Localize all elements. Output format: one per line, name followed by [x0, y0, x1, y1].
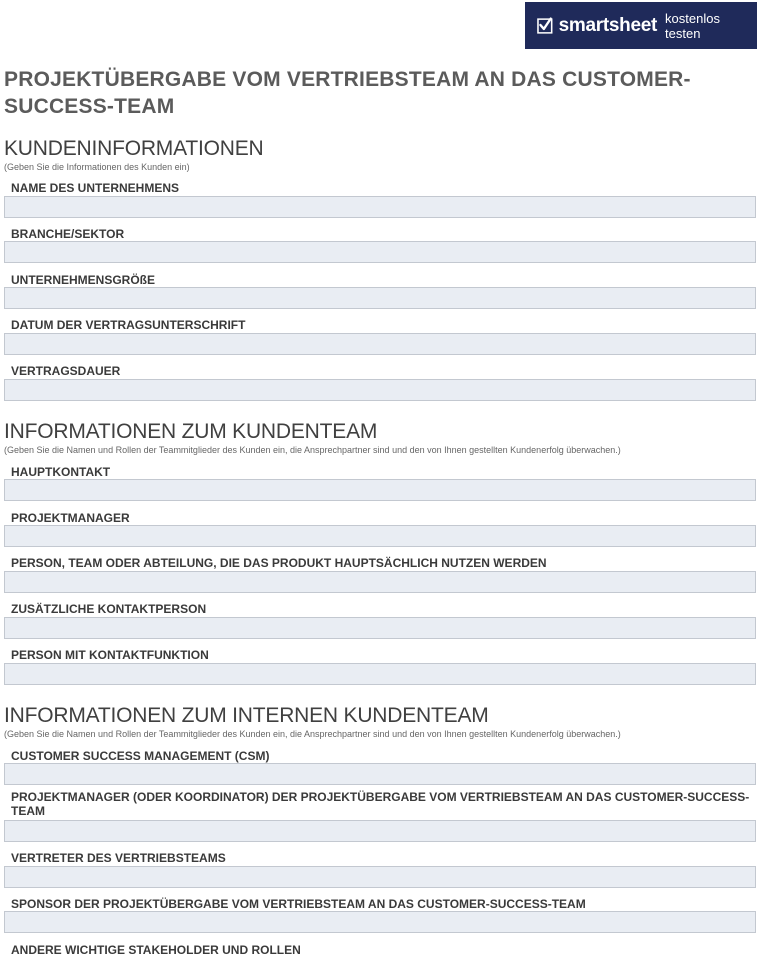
section-title-kundeninformationen: KUNDENINFORMATIONEN [4, 137, 264, 160]
field-label-project-manager: PROJEKTMANAGER [11, 511, 130, 525]
field-input-project-manager[interactable] [4, 525, 756, 547]
field-input-contract-duration[interactable] [4, 379, 756, 401]
banner-cta: kostenlos testen [665, 10, 720, 41]
field-label-main-contact: HAUPTKONTAKT [11, 465, 111, 479]
field-input-handover-sponsor[interactable] [4, 911, 756, 933]
field-label-sales-rep: VERTRETER DES VERTRIEBSTEAMS [11, 851, 226, 865]
field-label-industry: BRANCHE/SEKTOR [11, 227, 125, 241]
smartsheet-logo-icon [537, 17, 553, 35]
section-note-kundenteam: (Geben Sie die Namen und Rollen der Teammitglieder des Kunden ein, die Ansprechpartner sind und den von Ihnen gestellten Kundenerfolg überwachen.) [4, 445, 621, 455]
field-label-company-name: NAME DES UNTERNEHMENS [11, 181, 180, 195]
field-input-sales-rep[interactable] [4, 866, 756, 888]
field-input-company-size[interactable] [4, 287, 756, 309]
field-label-contract-date: DATUM DER VERTRAGSUNTERSCHRIFT [11, 318, 246, 332]
field-input-contract-date[interactable] [4, 333, 756, 355]
field-label-stakeholders: ANDERE WICHTIGE STAKEHOLDER UND ROLLEN [11, 943, 301, 957]
field-label-additional-contact: ZUSÄTZLICHE KONTAKTPERSON [11, 602, 207, 616]
field-input-industry[interactable] [4, 241, 756, 263]
section-title-internes-kundenteam: INFORMATIONEN ZUM INTERNEN KUNDENTEAM [4, 704, 489, 727]
section-note-kundeninformationen: (Geben Sie die Informationen des Kunden ein) [4, 162, 190, 172]
field-label-csm: CUSTOMER SUCCESS MANAGEMENT (CSM) [11, 749, 270, 763]
field-input-liaison[interactable] [4, 663, 756, 685]
field-label-handover-coordinator: PROJEKTMANAGER (ODER KOORDINATOR) DER PROJEKTÜBERGABE VOM VERTRIEBSTEAM AN DAS CUSTOMER-SUCCESS-TEAM [11, 790, 750, 818]
field-input-handover-coordinator[interactable] [4, 820, 756, 842]
field-input-main-contact[interactable] [4, 479, 756, 501]
page-title: PROJEKTÜBERGABE VOM VERTRIEBSTEAM AN DAS CUSTOMER-SUCCESS-TEAM [4, 68, 691, 118]
field-label-primary-users: PERSON, TEAM ODER ABTEILUNG, DIE DAS PRODUKT HAUPTSÄCHLICH NUTZEN WERDEN [11, 556, 547, 570]
field-label-handover-sponsor: SPONSOR DER PROJEKTÜBERGABE VOM VERTRIEBSTEAM AN DAS CUSTOMER-SUCCESS-TEAM [11, 897, 586, 911]
banner-brand: smartsheet [558, 14, 658, 36]
smartsheet-trial-banner[interactable] [525, 2, 757, 49]
section-title-kundenteam: INFORMATIONEN ZUM KUNDENTEAM [4, 420, 378, 443]
field-input-additional-contact[interactable] [4, 617, 756, 639]
field-input-primary-users[interactable] [4, 571, 756, 593]
field-label-liaison: PERSON MIT KONTAKTFUNKTION [11, 648, 209, 662]
field-label-company-size: UNTERNEHMENSGRÖßE [11, 273, 156, 287]
field-label-contract-duration: VERTRAGSDAUER [11, 364, 121, 378]
section-note-internes-kundenteam: (Geben Sie die Namen und Rollen der Teammitglieder des Kunden ein, die Ansprechpartner sind und den von Ihnen gestellten Kundenerfolg überwachen.) [4, 729, 621, 739]
field-input-company-name[interactable] [4, 196, 756, 218]
field-input-csm[interactable] [4, 763, 756, 785]
